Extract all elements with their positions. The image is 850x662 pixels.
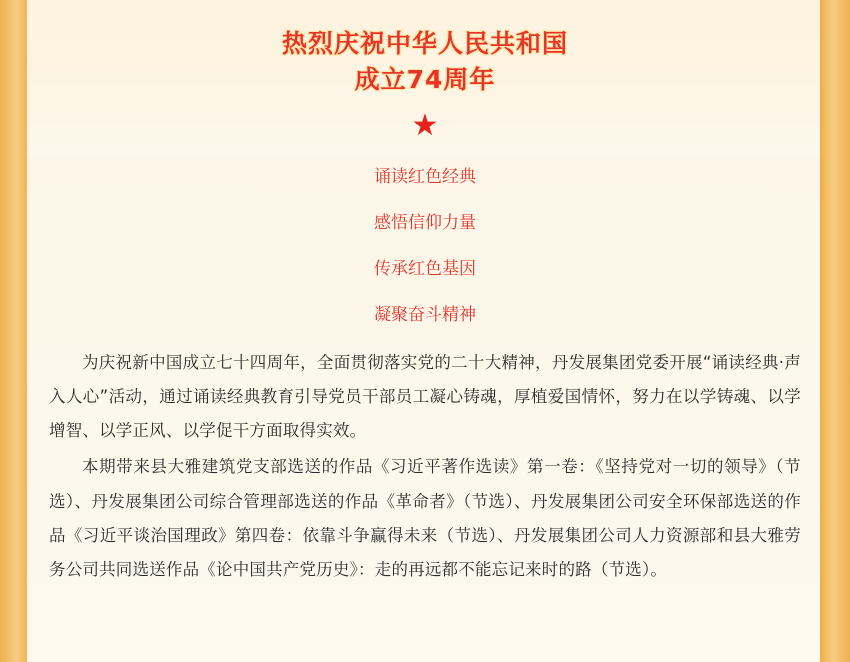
star-icon: ★	[411, 108, 439, 142]
poster-banner	[27, 0, 823, 157]
slogan-item: 传承红色基因	[374, 258, 476, 279]
article-paragraph: 为庆祝新中国成立七十四周年，全面贯彻落实党的二十大精神，丹发展集团党委开展“诵读经典·声入人心”活动，通过诵读经典教育引导党员干部员工凝心铸魂，厚植爱国情怀，努力在以学铸魂、以学增智、以学正风、以学促干方面取得实效。	[49, 352, 801, 441]
star-row	[27, 108, 823, 142]
poster-title-line2: 成立74周年	[354, 65, 496, 95]
poster-title-line1: 热烈庆祝中华人民共和国	[281, 29, 568, 58]
poster-title	[27, 26, 823, 99]
slogan-item: 凝聚奋斗精神	[374, 304, 476, 325]
slogan-item: 感悟信仰力量	[374, 212, 476, 233]
slogan-item: 诵读红色经典	[374, 166, 476, 187]
article-body	[27, 342, 823, 588]
slogan-list	[27, 157, 823, 342]
poster-content	[27, 0, 823, 662]
article-paragraph: 本期带来县大雅建筑党支部选送的作品《习近平著作选读》第一卷：《坚持党对一切的领导》（节选）、丹发展集团公司综合管理部选送的作品《革命者》（节选）、丹发展集团公司安全环保部选送的作品《习近平谈治国理政》第四卷：依靠斗争赢得未来（节选）、丹发展集团公司人力资源部和县大雅劳务公司共同选送作品《论中国共产党历史》：走的再远都不能忘记来时的路（节选）。	[49, 457, 801, 580]
